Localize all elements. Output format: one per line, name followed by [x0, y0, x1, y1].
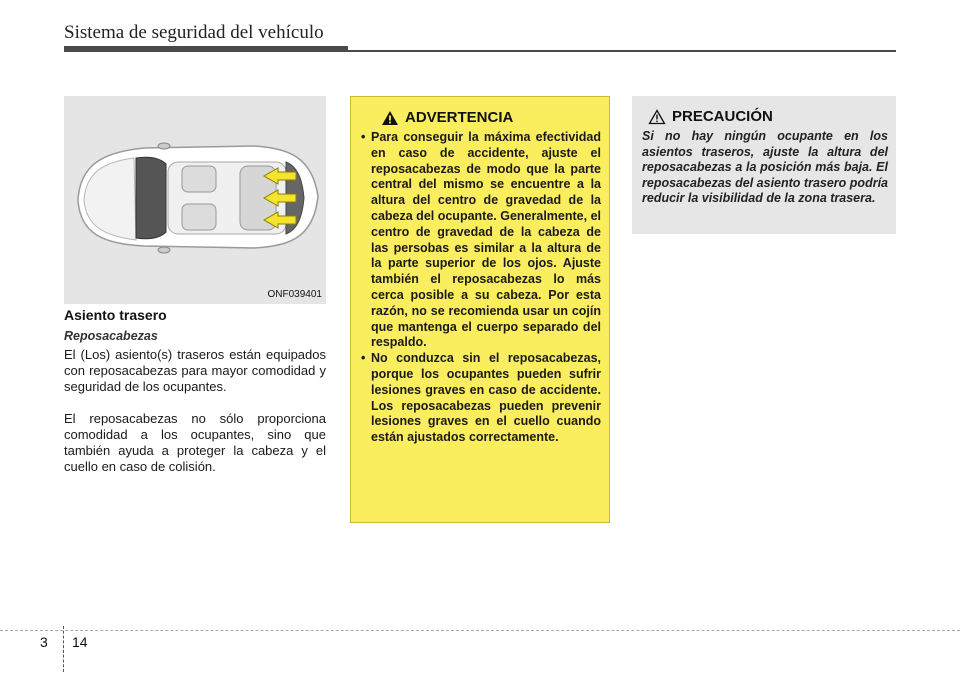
page-number-divider: [63, 626, 64, 672]
header-rule-thin: [348, 50, 896, 52]
page-number: 14: [72, 634, 88, 650]
car-top-view-image: [64, 96, 326, 304]
page-header-title: Sistema de seguridad del vehículo: [64, 22, 324, 43]
footer-dashed-line: [0, 630, 960, 631]
section-heading: Asiento trasero: [64, 307, 167, 323]
caution-box: [632, 96, 896, 234]
warning-item: • No conduzca sin el reposacabezas, porque los ocupantes pueden sufrir lesiones graves en caso de accidente. Los reposacabezas pueden prevenir lesiones graves en el cuello cuando están ajustados correctamente.: [361, 351, 601, 445]
caution-triangle-icon: [648, 109, 666, 125]
figure-code: ONF039401: [267, 289, 322, 300]
warning-item: • Para conseguir la máxima efectividad en caso de accidente, ajuste el reposacabezas de modo que la parte central del mismo se encuentre a la altura del centro de gravedad de la cabeza del ocupante. Generalmente, el centro de gravedad de la cabeza de las persobas es similar a la altura de la parte superior de los ojos. Ajuste también el reposacabezas lo más cerca posible a su cabeza. Por esta razón, no se recomienda usar un cojín que mantenga el cuerpo separado del respaldo.: [361, 130, 601, 350]
header-rule-thick: [64, 46, 348, 52]
warning-triangle-icon: [381, 110, 399, 126]
body-paragraph: El reposacabezas no sólo proporciona comodidad a los ocupantes, sino que también ayuda a proteger la cabeza y el cuello en caso de colisión.: [64, 411, 326, 474]
body-paragraph: El (Los) asiento(s) traseros están equipados con reposacabezas para mayor comodidad y seguridad de los ocupantes.: [64, 347, 326, 394]
chapter-number: 3: [40, 634, 48, 650]
warning-box: [350, 96, 610, 523]
section-subheading: Reposacabezas: [64, 329, 158, 343]
caution-title: PRECAUCIÓN: [672, 108, 773, 125]
warning-list: [361, 130, 601, 446]
warning-title: ADVERTENCIA: [405, 109, 514, 126]
caution-text: Si no hay ningún ocupante en los asientos traseros, ajuste la altura del reposacabezas a la posición más baja. El reposacabezas del asiento trasero podría reducir la visibilidad de la zona trasera.: [642, 129, 888, 206]
car-headrest-illustration: [64, 96, 326, 304]
